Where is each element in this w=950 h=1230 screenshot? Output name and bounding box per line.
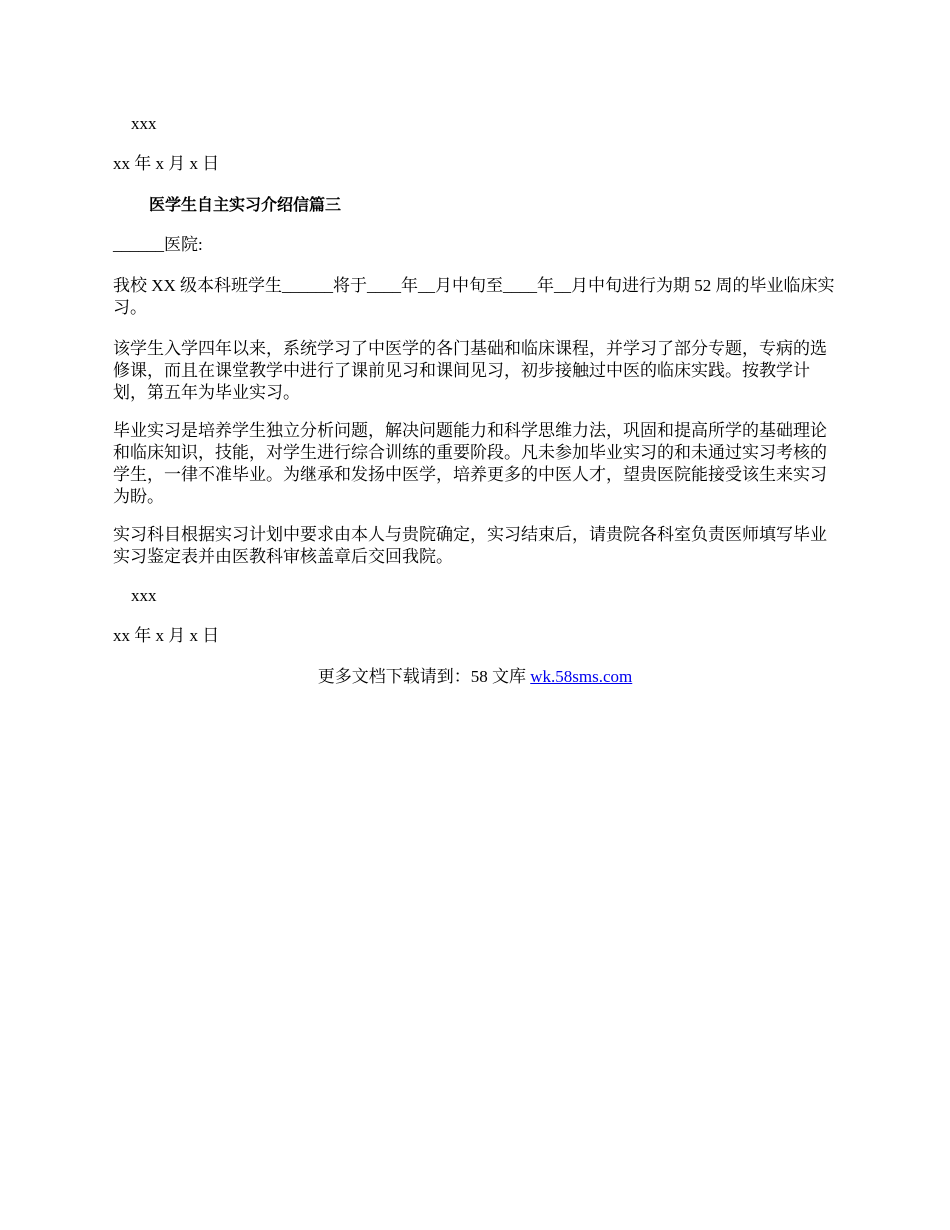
footer-prefix: 更多文档下载请到：58 文库 (317, 667, 531, 686)
paragraph-1: 我校 XX 级本科班学生______将于____年__月中旬至____年__月中旬进行为期 52 周的毕业临床实习。 (113, 276, 835, 317)
previous-signature: xxx (131, 114, 157, 133)
salutation: ______医院: (113, 235, 203, 254)
date: xx 年 x 月 x 日 (113, 626, 220, 645)
paragraph-3: 毕业实习是培养学生独立分析问题，解决问题能力和科学思维力法，巩固和提高所学的基础理论和临床知识，技能，对学生进行综合训练的重要阶段。凡未参加毕业实习的和未通过实习考核的学生，一律不准毕业。为继承和发扬中医学，培养更多的中医人才，望贵医院能接受该生来实习为盼。 (113, 421, 827, 506)
footer (0, 666, 950, 688)
footer-link[interactable]: wk.58sms.com (530, 667, 633, 686)
letter-title: 医学生自主实习介绍信篇三 (149, 195, 342, 214)
paragraph-4: 实习科目根据实习计划中要求由本人与贵院确定，实习结束后，请贵院各科室负责医师填写毕业实习鉴定表并由医教科审核盖章后交回我院。 (113, 525, 827, 566)
previous-date: xx 年 x 月 x 日 (113, 154, 220, 173)
signature: xxx (131, 586, 157, 605)
paragraph-2: 该学生入学四年以来，系统学习了中医学的各门基础和临床课程，并学习了部分专题，专病的选修课，而且在课堂教学中进行了课前见习和课间见习，初步接触过中医的临床实践。按教学计划，第五年为毕业实习。 (113, 339, 827, 402)
